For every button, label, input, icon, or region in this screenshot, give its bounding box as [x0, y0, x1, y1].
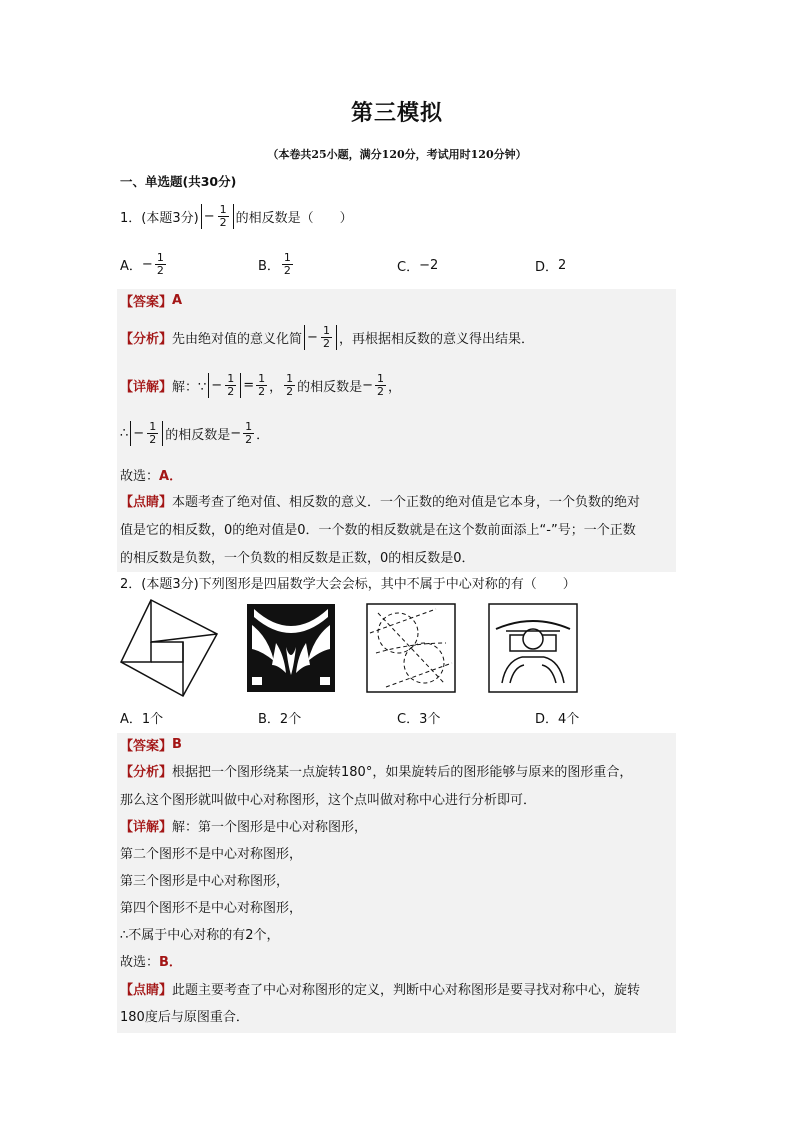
q2-option-b[interactable]: B．2个 — [258, 712, 302, 727]
section-heading: 一、单选题(共30分) — [120, 174, 237, 189]
q1-stem — [120, 204, 353, 229]
logo-figure-2 — [246, 603, 336, 693]
q1-answer: 【答案】 A — [120, 293, 183, 310]
q1-option-d[interactable]: D． 2 — [535, 258, 567, 275]
q1-comment-2: 值是它的相反数，0的绝对值是0．一个数的相反数就是在这个数前面添上“-”号；一个正数 — [120, 523, 636, 538]
q2-answer: 【答案】 B — [120, 737, 182, 754]
q1-detail: 【详解】 解：∵ − $\frac{1}{2}$ = $\frac{1}{2}$ ， $\frac{1}{2}$ 的相反数是 − $\frac{1}{2}$ ， — [120, 372, 402, 398]
q1-choice: 故选： A． — [120, 469, 183, 484]
exam-info: （本卷共25小题，满分120分，考试用时120分钟） — [267, 148, 527, 161]
q1-comment: 【点睛】 本题考查了绝对值、相反数的意义．一个正数的绝对值是它本身，一个负数的绝对 — [120, 495, 641, 510]
q1-score: (本题3分) — [141, 211, 199, 226]
q1-number: 1． — [120, 211, 142, 226]
q1-option-c[interactable]: C． −2 — [397, 258, 439, 275]
q2-analysis: 【分析】 根据把一个图形绕某一点旋转180°，如果旋转后的图形能够与原来的图形重合， — [120, 765, 633, 780]
q2-comment: 【点睛】 此题主要考查了中心对称图形的定义，判断中心对称图形是要寻找对称中心，旋转 — [120, 983, 641, 998]
q2-detail-4: 第四个图形不是中心对称图形， — [120, 901, 303, 916]
q2-analysis-2: 那么这个图形就叫做中心对称图形，这个点叫做对称中心进行分析即可． — [120, 793, 537, 808]
q1-detail-2: ∴ − $\frac{1}{2}$ 的相反数是 − $\frac{1}{2}$ ． — [120, 420, 270, 446]
q2-detail-3: 第三个图形是中心对称图形， — [120, 874, 290, 889]
q2-option-d[interactable]: D．4个 — [535, 712, 580, 727]
q1-stem-text: 的相反数是（ ） — [235, 211, 353, 226]
q2-comment-2: 180度后与原图重合． — [120, 1010, 249, 1025]
q1-option-a[interactable]: A． − $\frac{1}{2}$ — [120, 251, 164, 277]
q2-detail: 【详解】 解：第一个图形是中心对称图形， — [120, 820, 368, 835]
q2-detail-2: 第二个图形不是中心对称图形， — [120, 847, 303, 862]
logo-figure-4 — [488, 603, 578, 693]
q2-stem: 2． (本题3分) 下列图形是四届数学大会会标，其中不属于中心对称的有（ ） — [120, 577, 576, 592]
q2-option-a[interactable]: A．1个 — [120, 712, 164, 727]
q2-option-c[interactable]: C．3个 — [397, 712, 441, 727]
abs-value: − $\frac{1}{2}$ — [201, 204, 234, 229]
q2-choice: 故选： B． — [120, 955, 182, 970]
q1-comment-3: 的相反数是负数，一个负数的相反数是正数，0的相反数是0． — [120, 551, 475, 566]
q1-option-b[interactable]: B． $\frac{1}{2}$ — [258, 251, 291, 277]
logo-figure-1 — [119, 598, 219, 698]
q2-detail-5: ∴不属于中心对称的有2个， — [120, 928, 280, 943]
page-title: 第三模拟 — [350, 101, 443, 126]
q1-analysis: 【分析】 先由绝对值的意义化简 − $\frac{1}{2}$ ，再根据相反数的意义得出结果． — [120, 324, 534, 350]
fraction: $\frac{1}{2}$ — [219, 203, 227, 229]
logo-figure-3 — [366, 603, 456, 693]
